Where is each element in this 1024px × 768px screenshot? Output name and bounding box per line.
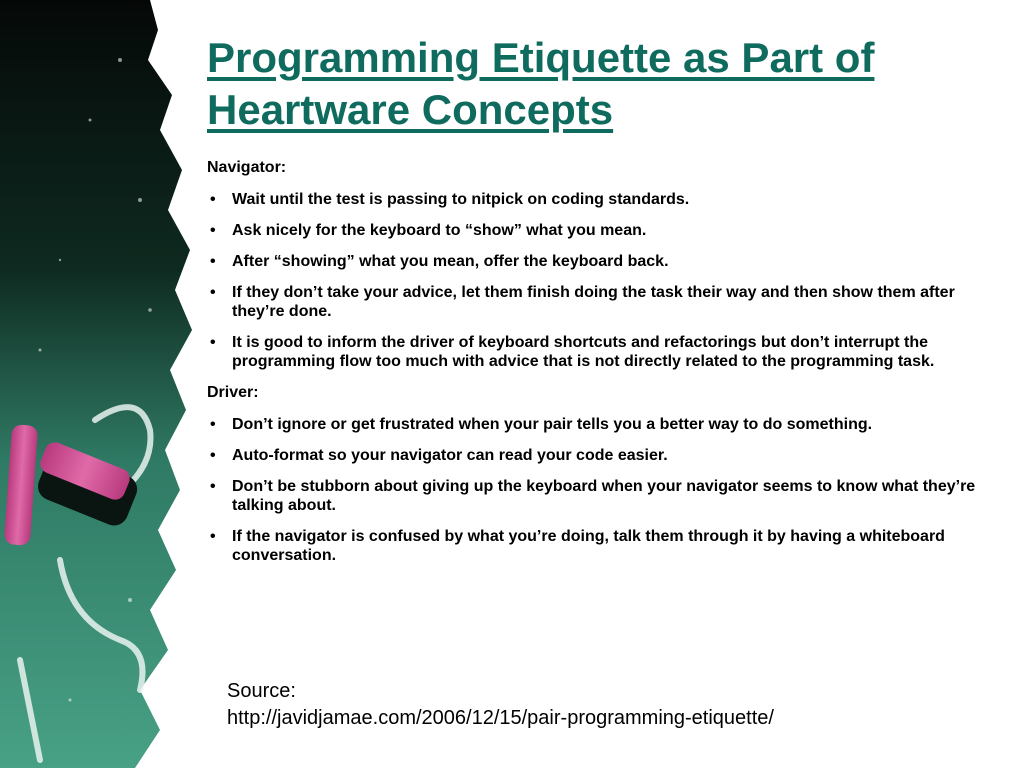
navigator-bullet: • If they don’t take your advice, let them finish doing the task their way and then show them after they’re done. bbox=[207, 283, 982, 321]
navigator-heading: Navigator: bbox=[207, 159, 287, 176]
navigator-bullet: • Ask nicely for the keyboard to “show” what you mean. bbox=[207, 221, 982, 240]
source-citation bbox=[227, 678, 927, 732]
source-label: Source: bbox=[227, 680, 296, 702]
driver-bullet-list bbox=[207, 415, 982, 565]
driver-bullet: • Auto-format so your navigator can read your code easier. bbox=[207, 446, 982, 465]
slide-body bbox=[207, 158, 982, 577]
driver-heading: Driver: bbox=[207, 384, 259, 401]
navigator-bullet-list bbox=[207, 190, 982, 371]
navigator-bullet: • After “showing” what you mean, offer the keyboard back. bbox=[207, 252, 982, 271]
driver-bullet: • Don’t ignore or get frustrated when your pair tells you a better way to do something. bbox=[207, 415, 982, 434]
navigator-bullet: • It is good to inform the driver of keyboard shortcuts and refactorings but don’t interrupt the programming flow too much with advice that is not directly related to the programming task. bbox=[207, 333, 982, 371]
source-url: http://javidjamae.com/2006/12/15/pair-programming-etiquette/ bbox=[227, 707, 774, 729]
driver-bullet: • If the navigator is confused by what you’re doing, talk them through it by having a whiteboard conversation. bbox=[207, 527, 982, 565]
slide-title: Programming Etiquette as Part of Heartware Concepts bbox=[207, 34, 875, 133]
driver-bullet: • Don’t be stubborn about giving up the keyboard when your navigator seems to know what they’re talking about. bbox=[207, 477, 982, 515]
navigator-bullet: • Wait until the test is passing to nitpick on coding standards. bbox=[207, 190, 982, 209]
chalkboard-decoration-image bbox=[0, 0, 240, 768]
